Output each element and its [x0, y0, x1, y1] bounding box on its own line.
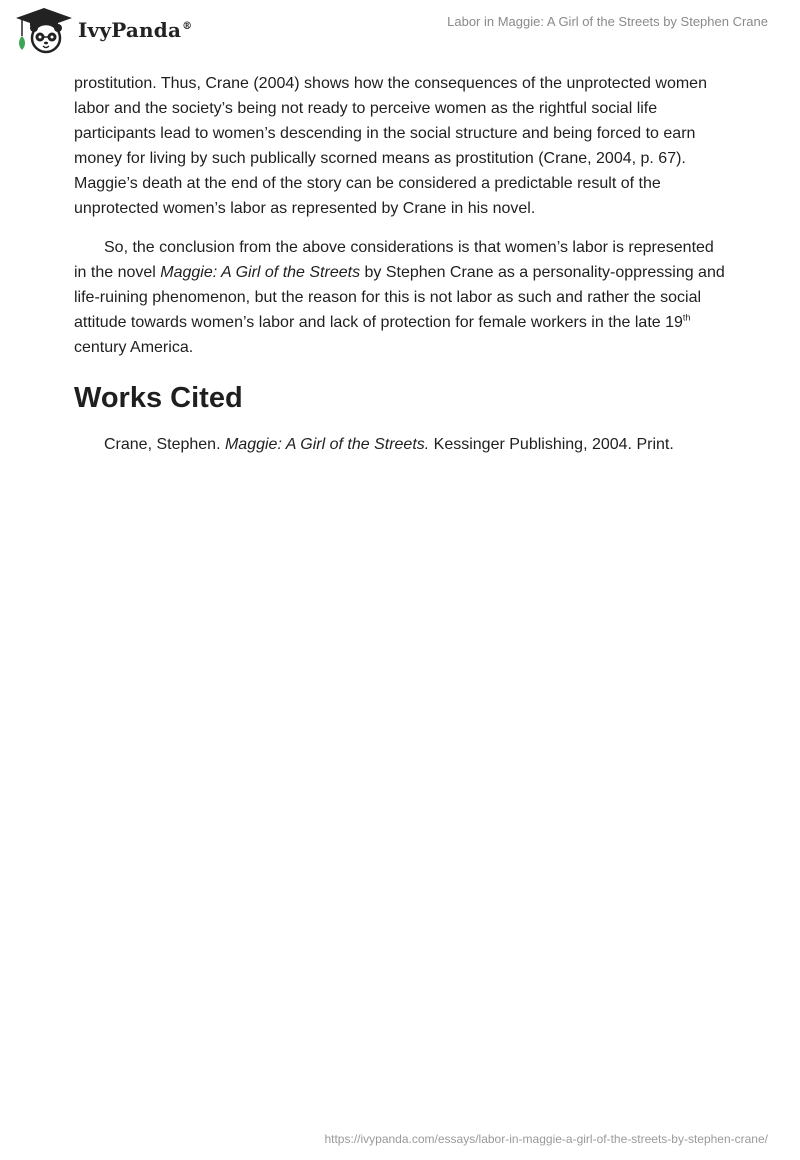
source-url[interactable]: https://ivypanda.com/essays/labor-in-maggie-a-girl-of-the-streets-by-stephen-crane/ — [324, 1132, 768, 1146]
novel-title: Maggie: A Girl of the Streets — [160, 264, 361, 281]
brand-logo[interactable] — [14, 6, 192, 54]
brand-name: IvyPanda® — [78, 18, 193, 42]
citation-entry: Crane, Stephen. Maggie: A Girl of the Streets. Kessinger Publishing, 2004. Print. — [104, 436, 674, 453]
paragraph-2: So, the conclusion from the above considerations is that women’s labor is represented in the novel Maggie: A Girl of the Streets by Stephen Crane as a personality-oppressing and life-ruining phenomenon, but the reason for this is not labor as such and rather the social attitude towards women’s labor and lack of protection for female workers in the late 19th century America. — [74, 239, 725, 356]
page-header — [0, 0, 800, 60]
essay-content — [74, 71, 726, 457]
works-cited-heading: Works Cited — [74, 382, 243, 414]
running-title: Labor in Maggie: A Girl of the Streets by Stephen Crane — [447, 14, 768, 29]
panda-graduation-cap-icon — [14, 6, 74, 54]
paragraph-1: prostitution. Thus, Crane (2004) shows how the consequences of the unprotected women labor and the society’s being not ready to perceive women as the rightful social life participants lead to women’s descending in the social structure and being forced to earn money for living by such publically scorned means as prostitution (Crane, 2004, p. 67). Maggie’s death at the end of the story can be considered a predictable result of the unprotected women’s labor as represented by Crane in his novel. — [74, 75, 707, 217]
